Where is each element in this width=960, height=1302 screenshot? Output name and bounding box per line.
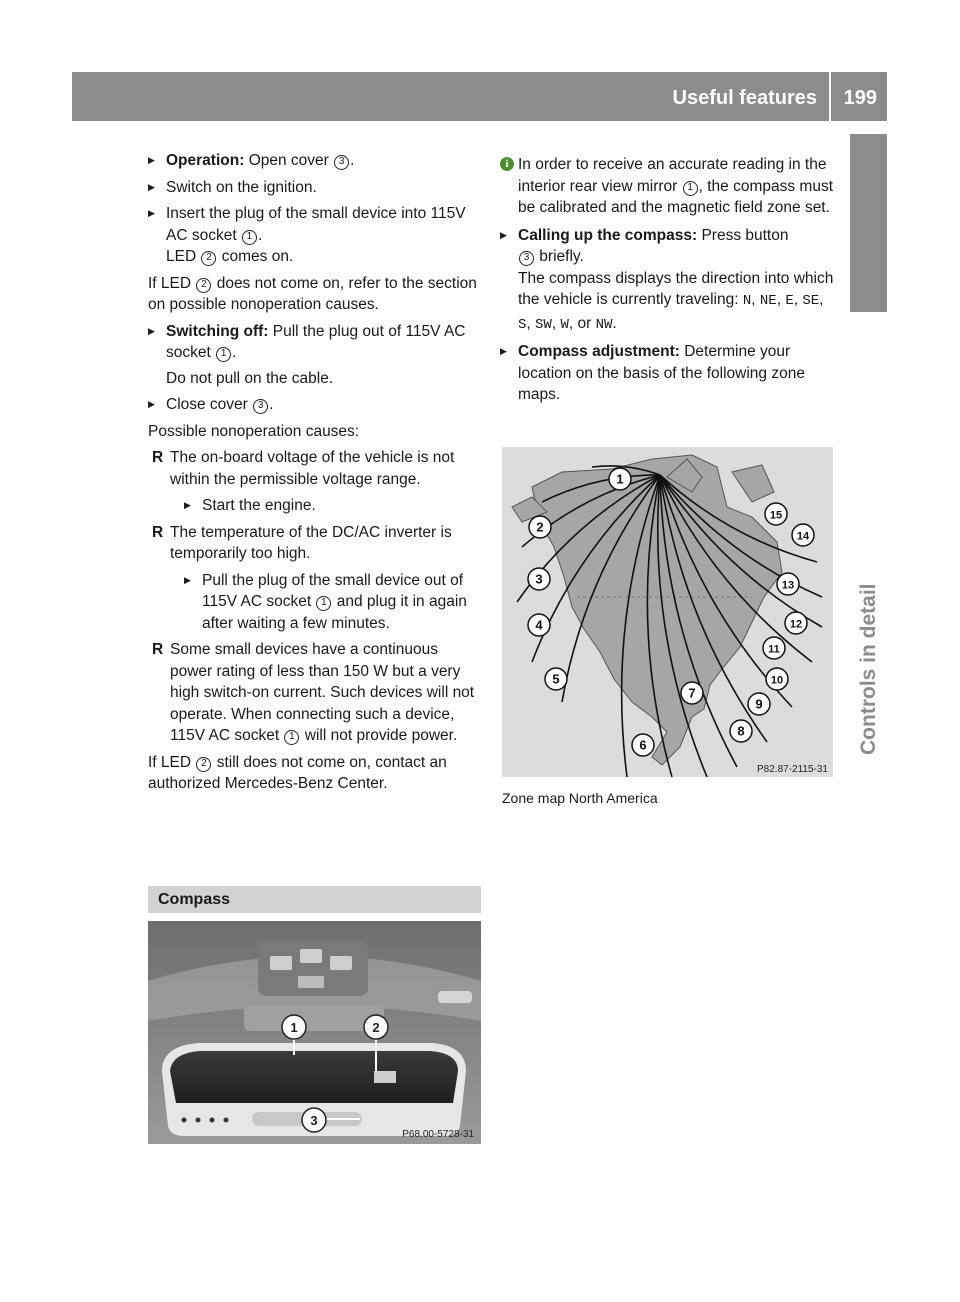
step-text: Pull the plug of the small device out of 115V AC socket: [202, 571, 464, 610]
step-text: .: [257, 226, 263, 244]
callout-number: 3: [519, 251, 534, 266]
step-text: Open cover: [248, 152, 334, 169]
zone-callout-2: [529, 516, 551, 538]
zone-callout-15: [765, 503, 787, 525]
direction-n: N: [742, 293, 752, 309]
zone-number: 8: [737, 723, 745, 739]
step-text: Insert the plug of the small device into 115V AC socket: [166, 205, 466, 244]
para-text: does not come on, refer to the section on possible nonoperation causes.: [148, 274, 477, 313]
step-text: comes on.: [217, 248, 294, 265]
image-code: P68.00-5728-31: [402, 1129, 474, 1140]
step-calling-up-compass: ▶ Calling up the compass: Press button 3 briefly. The compass displays the direction into which the vehicle is currently traveling: N, NE, E, SE, S, SW, W, or NW.: [500, 225, 836, 337]
callout-number: 1: [683, 181, 698, 196]
map-caption: Zone map North America: [502, 790, 658, 806]
right-column: [500, 154, 836, 411]
direction-nw: NW: [595, 316, 613, 333]
section-heading-compass: [148, 886, 481, 913]
left-column: [148, 150, 483, 800]
step-label: Calling up the compass:: [518, 226, 698, 244]
step-compass-adjustment: [500, 341, 836, 406]
bullet-mark: R: [152, 523, 164, 541]
rear-view-mirror-image: [148, 921, 481, 1144]
callout-number: 2: [196, 278, 211, 293]
causes-heading: Possible nonoperation causes:: [148, 422, 360, 440]
side-tab-label-text: Controls in detail: [857, 583, 880, 755]
step-text: briefly.: [535, 248, 584, 265]
step-ignition: ▶ Switch on the ignition.: [148, 177, 483, 199]
zone-number: 7: [688, 685, 696, 701]
zone-map-illustration: [502, 447, 833, 777]
header-divider: [829, 72, 831, 121]
cause-voltage: [152, 447, 483, 490]
zone-callout-4: [528, 614, 550, 636]
step-text: and plug it in again after waiting a few minutes.: [202, 593, 467, 632]
para-text: still does not come on, contact an authorized Mercedes-Benz Center.: [148, 753, 447, 792]
side-tab-marker: [850, 134, 887, 312]
zone-callout-1: [609, 468, 631, 490]
para-text: If LED: [148, 274, 196, 292]
step-text: Close cover: [166, 396, 253, 413]
callout-1: [282, 1015, 306, 1039]
cable-note: Do not pull on the cable.: [166, 369, 334, 387]
zone-callout-5: [545, 668, 567, 690]
direction-w: W: [560, 316, 569, 333]
step-text: Determine your location on the basis of the following zone maps.: [518, 343, 805, 403]
cause-temperature: [152, 522, 483, 565]
zone-number: 6: [639, 737, 647, 753]
info-text: , the compass must be calibrated and the magnetic field zone set.: [518, 177, 834, 216]
step-text: Pull the plug out of 115V AC socket: [166, 322, 466, 361]
zone-callout-11: [763, 637, 785, 659]
zone-callout-6: [632, 734, 654, 756]
direction-sw: SW: [535, 316, 552, 333]
zone-map-north-america: [502, 447, 833, 777]
info-text: In order to receive an accurate reading in the interior rear view mirror: [518, 156, 827, 195]
step-label: Switching off:: [166, 322, 269, 340]
step-label: Operation:: [166, 152, 245, 169]
zone-callout-7: [681, 682, 703, 704]
callout-label: 1: [290, 1020, 298, 1035]
zone-number: 15: [769, 509, 783, 522]
zone-number: 9: [755, 696, 763, 712]
callout-number: 2: [201, 251, 216, 266]
step-text: LED: [166, 248, 201, 265]
direction-se: SE: [802, 293, 820, 309]
callout-number: 1: [216, 347, 231, 362]
callout-label: 3: [310, 1113, 318, 1128]
callout-number: 1: [316, 596, 331, 611]
cause-text: will not provide power.: [300, 727, 458, 744]
cause-text: Some small devices have a continuous power rating of less than 150 W but a very high switch-on current. Such devices will not operate. When connecting such a device, 115V AC socket: [170, 641, 475, 744]
direction-ne: NE: [759, 293, 777, 309]
zone-callout-14: [792, 524, 814, 546]
zone-number: 5: [552, 671, 560, 687]
callout-number: 1: [242, 230, 257, 245]
side-tab-label: [853, 540, 883, 755]
step-switching-off: [148, 321, 483, 390]
step-replug: [184, 570, 483, 635]
zone-callout-10: [766, 668, 788, 690]
step-text: .: [232, 344, 237, 361]
callout-2: [364, 1015, 388, 1039]
step-text: The compass displays the direction into which the vehicle is currently traveling:: [518, 269, 834, 308]
step-text: .: [350, 152, 355, 169]
mirror-illustration: [148, 921, 481, 1144]
info-note: [500, 154, 836, 219]
zone-callout-3: [528, 568, 550, 590]
step-text: or: [577, 314, 592, 332]
step-text: Press button: [697, 226, 789, 244]
step-close-cover: [148, 394, 483, 416]
callout-number: 3: [253, 399, 268, 414]
page-number: 199: [843, 87, 877, 109]
zone-number: 1: [616, 471, 624, 487]
step-label: Compass adjustment:: [518, 343, 680, 360]
callout-number: 3: [334, 155, 349, 170]
step-insert-plug: [148, 203, 483, 268]
zone-number: 10: [770, 674, 784, 687]
info-icon: i: [500, 157, 514, 171]
zone-number: 12: [789, 618, 803, 631]
step-text: .: [269, 396, 274, 413]
para-text: If LED: [148, 753, 196, 771]
cause-text: The on-board voltage of the vehicle is not within the permissible voltage range.: [170, 449, 455, 488]
callout-3: [302, 1108, 326, 1132]
section-heading-text: Compass: [158, 891, 231, 908]
zone-callout-12: [785, 612, 807, 634]
zone-number: 11: [768, 643, 780, 656]
cause-text: The temperature of the DC/AC inverter is temporarily too high.: [170, 523, 452, 562]
callout-number: 1: [284, 730, 299, 745]
cause-switch-on-current: [152, 639, 483, 747]
bullet-mark: R: [152, 641, 164, 658]
direction-s: S: [518, 316, 527, 333]
zone-number: 4: [535, 617, 543, 633]
direction-e: E: [785, 293, 794, 309]
header-title: Useful features: [672, 87, 817, 109]
callout-label: 2: [372, 1020, 380, 1035]
zone-callout-8: [730, 720, 752, 742]
zone-number: 3: [535, 571, 543, 587]
zone-number: 13: [781, 579, 795, 592]
page-header: [72, 72, 887, 121]
paragraph-led-fail: [148, 273, 483, 316]
step-start-engine: ▶ Start the engine.: [184, 495, 483, 517]
bullet-mark: R: [152, 449, 164, 466]
paragraph-contact-center: [148, 752, 483, 795]
zone-callout-13: [777, 573, 799, 595]
zone-callout-9: [748, 693, 770, 715]
zone-number: 14: [796, 530, 810, 543]
map-image-code: P82.87-2115-31: [757, 764, 828, 775]
zone-number: 2: [536, 519, 544, 535]
step-operation: [148, 150, 483, 172]
callout-number: 2: [196, 757, 211, 772]
